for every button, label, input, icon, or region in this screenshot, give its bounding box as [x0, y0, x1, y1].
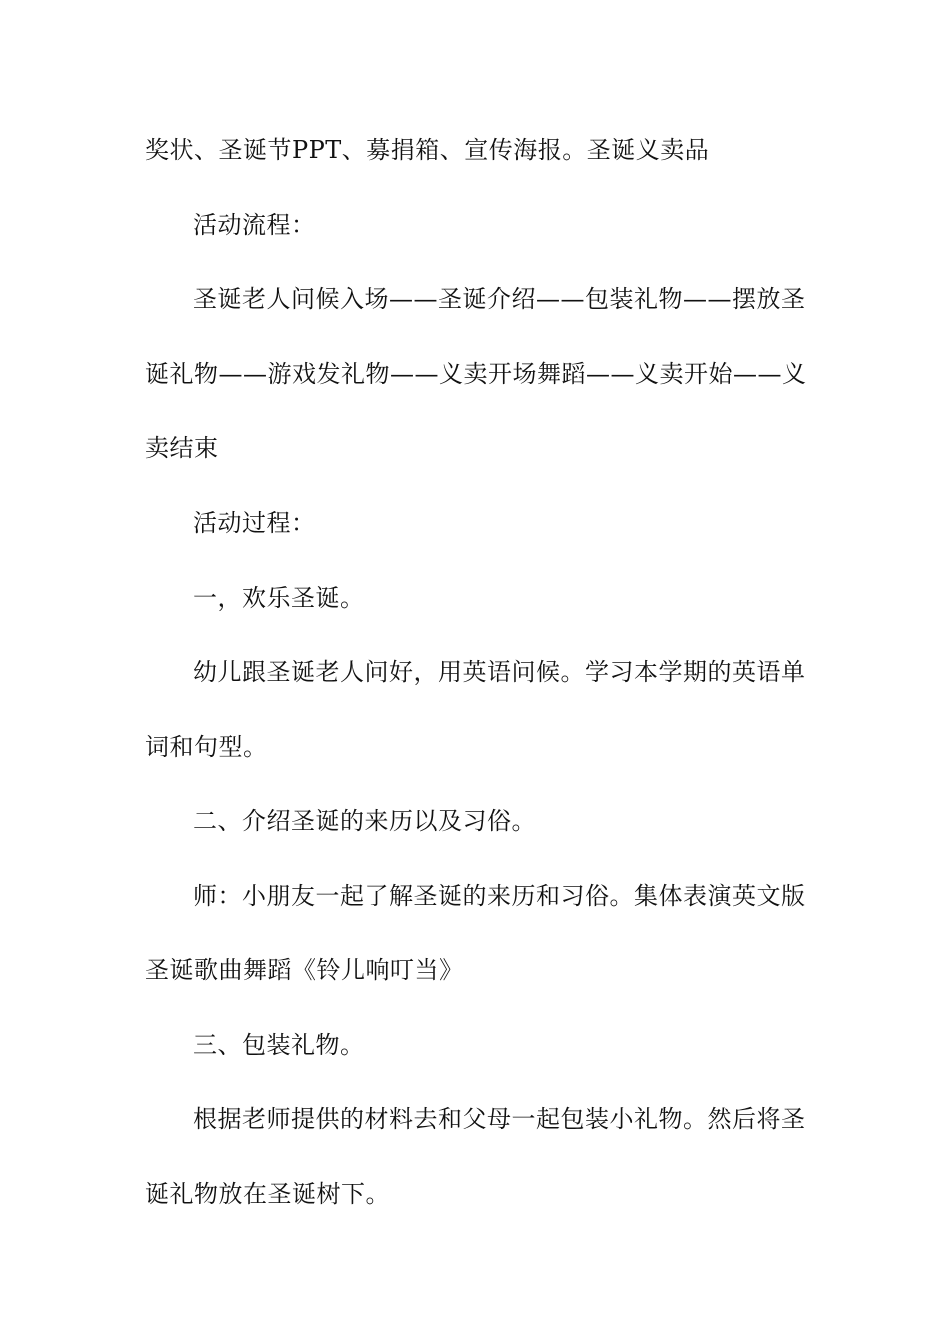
- section-heading-2: 二、介绍圣诞的来历以及习俗。: [193, 807, 536, 835]
- text-line-section3-2: 诞礼物放在圣诞树下。: [145, 1180, 390, 1208]
- text-line-section2-2: 圣诞歌曲舞蹈《铃儿响叮当》: [145, 956, 464, 984]
- text-line-flow-3: 卖结束: [145, 434, 219, 462]
- text-line-flow-2: 诞礼物——游戏发礼物——义卖开场舞蹈——义卖开始——义: [145, 360, 807, 388]
- text-line-section2-1: 师：小朋友一起了解圣诞的来历和习俗。集体表演英文版: [193, 882, 806, 910]
- heading-activity-flow: 活动流程：: [193, 211, 316, 239]
- text-line-section1-1: 幼儿跟圣诞老人问好，用英语问候。学习本学期的英语单: [193, 658, 806, 686]
- heading-activity-process: 活动过程：: [193, 509, 316, 537]
- section-heading-3: 三、包装礼物。: [193, 1031, 365, 1059]
- text-line-section3-1: 根据老师提供的材料去和父母一起包装小礼物。然后将圣: [193, 1105, 806, 1133]
- section-heading-1: 一，欢乐圣诞。: [193, 584, 365, 612]
- text-line-flow-1: 圣诞老人问候入场——圣诞介绍——包装礼物——摆放圣: [193, 285, 806, 313]
- text-line-section1-2: 词和句型。: [145, 733, 268, 761]
- text-line-materials: 奖状、圣诞节PPT、募捐箱、宣传海报。圣诞义卖品: [145, 136, 710, 164]
